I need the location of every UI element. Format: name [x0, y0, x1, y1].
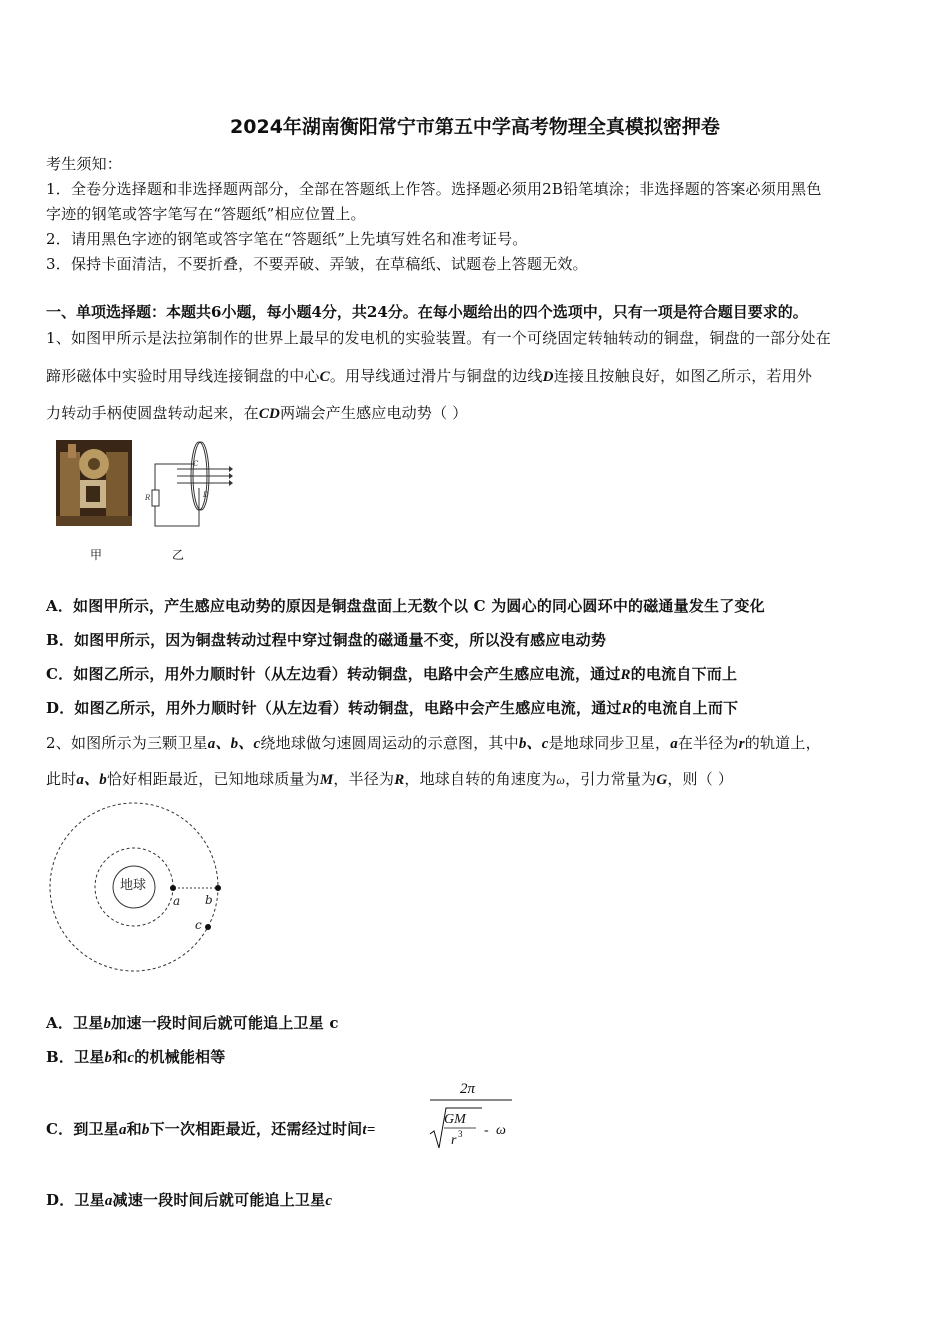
q1-option-b[interactable]: B．如图甲所示，因为铜盘转动过程中穿过铜盘的磁通量不变，所以没有感应电动势 [46, 631, 607, 649]
circuit-label-c: C [193, 460, 199, 468]
period-formula [428, 1076, 518, 1156]
q1-line-2: 蹄形磁体中实验时用导线连接铜盘的中心C。用导线通过滑片与铜盘的边线D连接且按触良好，如图乙所示，若用外 [46, 367, 813, 385]
notice-item-3: 3．保持卡面清洁，不要折叠，不要弄破、弄皱，在草稿纸、试题卷上答题无效。 [46, 255, 588, 273]
q1-option-d[interactable]: D．如图乙所示，用外力顺时针（从左边看）转动铜盘，电路中会产生感应电流，通过R的电流自上而下 [46, 699, 739, 717]
faraday-generator-photo [56, 440, 132, 526]
q2-line-1: 2、如图所示为三颗卫星a、b、c绕地球做匀速圆周运动的示意图，其中b、c是地球同步卫星，a在半径为r的轨道上， [46, 734, 821, 752]
page-title: 2024年湖南衡阳常宁市第五中学高考物理全真模拟密押卷 [230, 116, 720, 138]
satellite-a [170, 885, 176, 891]
formula-gm: GM [444, 1112, 466, 1127]
circuit-label-d: D [203, 491, 209, 499]
q2-option-c[interactable]: C．到卫星a和b下一次相距最近，还需经过时间t= [46, 1120, 376, 1138]
formula-r: r [451, 1133, 457, 1148]
notice-item-2: 2．请用黑色字迹的钢笔或答字笔在“答题纸”上先填写姓名和准考证号。 [46, 230, 528, 248]
satellite-b [215, 885, 221, 891]
notice-heading: 考生须知： [46, 155, 123, 173]
q1-option-c[interactable]: C．如图乙所示，用外力顺时针（从左边看）转动铜盘，电路中会产生感应电流，通过R的电流自下而上 [46, 665, 738, 683]
section-heading: 一、单项选择题：本题共6小题，每小题4分，共24分。在每小题给出的四个选项中，只有一项是符合题目要求的。 [46, 303, 808, 321]
q2-line-2: 此时a、b恰好相距最近，已知地球质量为M，半径为R，地球自转的角速度为ω，引力常量为G，则（ ） [46, 770, 734, 788]
satellite-orbit-diagram [44, 802, 228, 976]
formula-minus: - [484, 1123, 489, 1138]
q1-option-a[interactable]: A．如图甲所示，产生感应电动势的原因是铜盘盘面上无数个以 C 为圆心的同心圆环中的磁通量发生了变化 [46, 597, 765, 615]
q2-option-a[interactable]: A．卫星b加速一段时间后就可能追上卫星 c [46, 1014, 339, 1032]
earth-label: 地球 [120, 878, 147, 893]
formula-exponent: 3 [458, 1129, 463, 1139]
formula-omega: ω [496, 1123, 506, 1138]
circuit-label-r: R [145, 494, 151, 502]
q2-option-b[interactable]: B．卫星b和c的机械能相等 [46, 1048, 226, 1066]
q2-option-d[interactable]: D．卫星a减速一段时间后就可能追上卫星c [46, 1191, 333, 1209]
q1-line-3: 力转动手柄使圆盘转动起来，在CD两端会产生感应电动势（ ） [46, 404, 468, 422]
satellite-c [205, 924, 211, 930]
label-a: a [173, 894, 181, 908]
label-b: b [205, 893, 213, 907]
q1-line-1: 1、如图甲所示是法拉第制作的世界上最早的发电机的实验装置。有一个可绕固定转轴转动的铜盘，铜盘的一部分处在 [46, 329, 831, 347]
formula-numerator: 2π [460, 1081, 476, 1097]
figure-label-yi: 乙 [172, 548, 185, 562]
figure-label-jia: 甲 [90, 548, 103, 562]
label-c: c [195, 918, 202, 932]
disk-circuit-diagram [143, 440, 238, 532]
notice-item-1: 1．全卷分选择题和非选择题两部分，全部在答题纸上作答。选择题必须用2B铅笔填涂；非选择题的答案必须用黑色 [46, 180, 822, 198]
notice-item-1-cont: 字迹的钢笔或答字笔写在“答题纸”相应位置上。 [46, 205, 366, 223]
